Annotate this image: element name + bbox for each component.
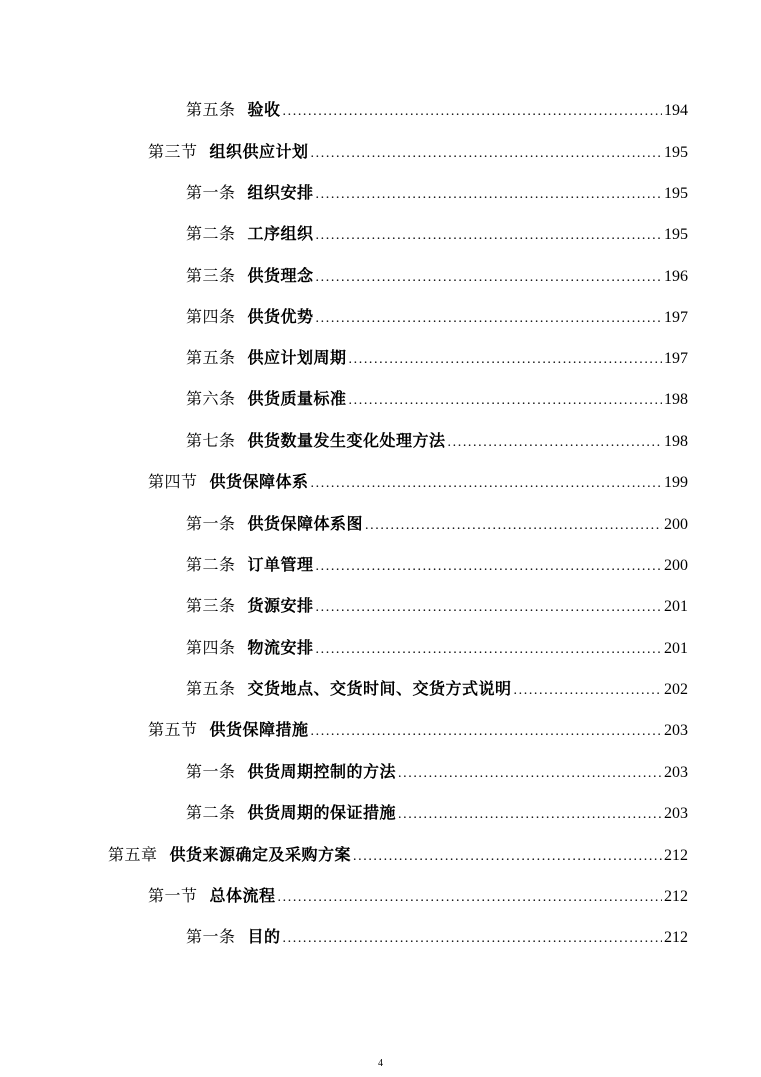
- dot-leader: [448, 431, 662, 455]
- entry-title: 供应计划周期: [247, 348, 347, 367]
- entry-title: 工序组织: [247, 224, 314, 243]
- entry-page-number: 212: [664, 847, 688, 864]
- entry-title: 供货数量发生变化处理方法: [247, 431, 446, 450]
- entry-page-number: 212: [664, 888, 688, 905]
- entry-page-number: 201: [664, 640, 688, 657]
- entry-title: 组织安排: [247, 183, 314, 202]
- entry-number: 第一条: [186, 514, 236, 533]
- entry-number: 第三节: [148, 142, 198, 161]
- entry-page-number: 199: [664, 474, 688, 491]
- toc-entry[interactable]: [186, 760, 688, 784]
- entry-number: 第二条: [186, 803, 236, 822]
- entry-number: 第一条: [186, 927, 236, 946]
- entry-page-number: 202: [664, 681, 688, 698]
- dot-leader: [514, 679, 662, 703]
- entry-page-number: 195: [664, 144, 688, 161]
- entry-title: 订单管理: [247, 555, 314, 574]
- entry-title: 组织供应计划: [209, 142, 309, 161]
- entry-page-number: 203: [664, 805, 688, 822]
- entry-title: 供货周期控制的方法: [247, 762, 397, 781]
- dot-leader: [316, 266, 662, 290]
- toc-entry[interactable]: [186, 264, 688, 288]
- dot-leader: [316, 307, 662, 331]
- entry-page-number: 212: [664, 929, 688, 946]
- dot-leader: [283, 927, 662, 951]
- toc-entry[interactable]: [186, 305, 688, 329]
- entry-title: 目的: [247, 927, 281, 946]
- dot-leader: [365, 514, 662, 538]
- entry-number: 第六条: [186, 389, 236, 408]
- entry-number: 第七条: [186, 431, 236, 450]
- entry-page-number: 198: [664, 433, 688, 450]
- entry-number: 第五条: [186, 100, 236, 119]
- dot-leader: [316, 555, 662, 579]
- entry-page-number: 195: [664, 226, 688, 243]
- dot-leader: [316, 596, 662, 620]
- entry-number: 第五章: [108, 845, 158, 864]
- entry-number: 第四条: [186, 307, 236, 326]
- entry-number: 第一节: [148, 886, 198, 905]
- entry-page-number: 195: [664, 185, 688, 202]
- entry-number: 第五条: [186, 348, 236, 367]
- entry-page-number: 196: [664, 268, 688, 285]
- entry-title: 供货周期的保证措施: [247, 803, 397, 822]
- entry-number: 第二条: [186, 555, 236, 574]
- dot-leader: [311, 142, 662, 166]
- toc-entry[interactable]: [186, 98, 688, 122]
- entry-number: 第五节: [148, 720, 198, 739]
- toc-entry[interactable]: [186, 553, 688, 577]
- toc-entry[interactable]: [148, 718, 688, 742]
- entry-number: 第一条: [186, 183, 236, 202]
- entry-page-number: 198: [664, 391, 688, 408]
- toc-entry[interactable]: [186, 222, 688, 246]
- entry-number: 第二条: [186, 224, 236, 243]
- toc-entry[interactable]: [148, 884, 688, 908]
- toc-entry[interactable]: [186, 801, 688, 825]
- dot-leader: [311, 472, 662, 496]
- toc-entry[interactable]: [186, 181, 688, 205]
- toc-entry[interactable]: [186, 636, 688, 660]
- entry-number: 第四条: [186, 638, 236, 657]
- entry-number: 第四节: [148, 472, 198, 491]
- dot-leader: [398, 803, 662, 827]
- toc-entry[interactable]: [186, 677, 688, 701]
- entry-title: 供货质量标准: [247, 389, 347, 408]
- entry-number: 第三条: [186, 596, 236, 615]
- entry-page-number: 201: [664, 598, 688, 615]
- dot-leader: [353, 845, 662, 869]
- dot-leader: [349, 389, 662, 413]
- entry-title: 供货来源确定及采购方案: [169, 845, 352, 864]
- toc-entry[interactable]: [186, 512, 688, 536]
- entry-title: 交货地点、交货时间、交货方式说明: [247, 679, 512, 698]
- entry-title: 供货保障措施: [209, 720, 309, 739]
- dot-leader: [311, 720, 662, 744]
- entry-page-number: 203: [664, 722, 688, 739]
- entry-title: 供货优势: [247, 307, 314, 326]
- entry-title: 总体流程: [209, 886, 276, 905]
- toc-entry[interactable]: [148, 470, 688, 494]
- toc-entry[interactable]: [148, 140, 688, 164]
- entry-title: 供货理念: [247, 266, 314, 285]
- entry-page-number: 194: [664, 102, 688, 119]
- dot-leader: [316, 638, 662, 662]
- entry-number: 第一条: [186, 762, 236, 781]
- toc-entry[interactable]: [108, 843, 688, 867]
- entry-title: 供货保障体系: [209, 472, 309, 491]
- entry-page-number: 197: [664, 350, 688, 367]
- dot-leader: [283, 100, 662, 124]
- entry-title: 供货保障体系图: [247, 514, 364, 533]
- toc-entry[interactable]: [186, 387, 688, 411]
- entry-title: 验收: [247, 100, 281, 119]
- dot-leader: [398, 762, 662, 786]
- entry-page-number: 200: [664, 516, 688, 533]
- entry-page-number: 203: [664, 764, 688, 781]
- entry-number: 第三条: [186, 266, 236, 285]
- toc-entry[interactable]: [186, 346, 688, 370]
- entry-number: 第五条: [186, 679, 236, 698]
- entry-page-number: 197: [664, 309, 688, 326]
- dot-leader: [349, 348, 662, 372]
- entry-page-number: 200: [664, 557, 688, 574]
- page-footer-number: 4: [378, 1058, 383, 1069]
- toc-entry[interactable]: [186, 925, 688, 949]
- dot-leader: [278, 886, 662, 910]
- dot-leader: [316, 224, 662, 248]
- toc-entry[interactable]: [186, 594, 688, 618]
- entry-title: 货源安排: [247, 596, 314, 615]
- dot-leader: [316, 183, 662, 207]
- toc-entry[interactable]: [186, 429, 688, 453]
- entry-title: 物流安排: [247, 638, 314, 657]
